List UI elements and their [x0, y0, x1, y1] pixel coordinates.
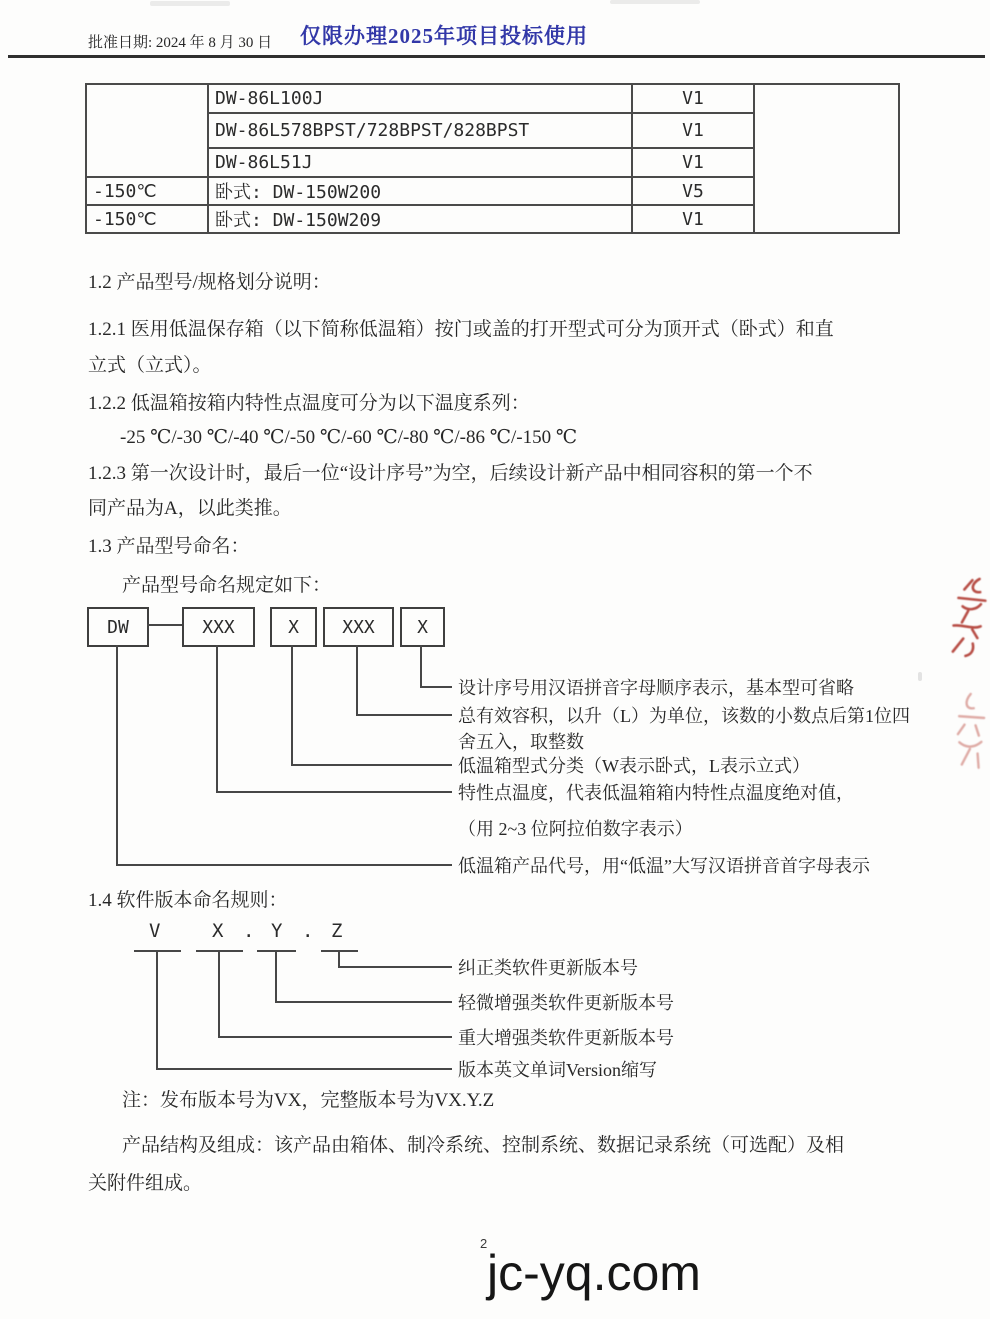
model-cell: DW-86L100J: [208, 84, 632, 113]
diagram-connector: [291, 764, 452, 766]
version-desc-version: 版本英文单词Version缩写: [458, 1060, 657, 1080]
empty-cell-merged: [754, 84, 899, 233]
section-1-3-heading: 1.3 产品型号命名：: [88, 536, 250, 557]
temp-cell: -150℃: [86, 177, 208, 205]
section-1-2-1-line2: 立式（立式）。: [88, 355, 212, 376]
diagram-connector: [420, 645, 422, 686]
diagram-connector: [356, 645, 358, 714]
diagram-connector: [420, 686, 452, 688]
version-token-dot1: .: [243, 920, 255, 942]
section-1-2-2-line: 1.2.2 低温箱按箱内特性点温度可分为以下温度系列：: [88, 393, 530, 414]
section-1-4-heading: 1.4 软件版本命名规则：: [88, 890, 288, 911]
model-desc-design-seq: 设计序号用汉语拼音字母顺序表示，基本型可省略: [458, 678, 854, 698]
section-1-3-sub: 产品型号命名规定如下：: [122, 575, 332, 596]
section-1-2-1-line1: 1.2.1 医用低温保存箱（以下简称低温箱）按门或盖的打开型式可分为顶开式（卧式）和直: [88, 319, 834, 340]
diagram-connector: [275, 1001, 452, 1003]
section-1-2-heading: 1.2 产品型号/规格划分说明：: [88, 272, 331, 293]
version-cell: V1: [632, 113, 754, 148]
diagram-connector: [216, 645, 218, 791]
model-desc-type-class: 低温箱型式分类（W表示卧式，L表示立式）: [458, 756, 810, 776]
table-row: [86, 84, 899, 113]
diagram-connector: [218, 950, 220, 1038]
diagram-connector: [216, 791, 452, 793]
site-watermark: jc-yq.com: [487, 1245, 701, 1301]
temp-cell-merged: [86, 84, 208, 177]
model-cell: 卧式: DW-150W200: [208, 177, 632, 205]
scan-artifact: [150, 1, 230, 6]
model-desc-volume-1: 总有效容积，以升（L）为单位，该数的小数点后第1位四: [458, 706, 910, 726]
model-box-xxx1: XXX: [182, 607, 255, 647]
diagram-connector: [116, 864, 452, 866]
diagram-connector: [116, 645, 118, 864]
section-1-2-3-line2: 同产品为A，以此类推。: [88, 498, 292, 519]
version-desc-patch: 纠正类软件更新版本号: [458, 958, 638, 978]
version-token-z: Z: [331, 920, 343, 942]
version-note: 注：发布版本号为VX，完整版本号为VX.Y.Z: [122, 1090, 495, 1111]
composition-line1: 产品结构及组成：该产品由箱体、制冷系统、控制系统、数据记录系统（可选配）及相: [122, 1135, 845, 1156]
scan-artifact: [610, 0, 700, 4]
page-number: 2: [480, 1236, 488, 1251]
version-token-x: X: [212, 920, 224, 942]
model-desc-volume-2: 舍五入，取整数: [458, 732, 584, 752]
model-desc-product-code: 低温箱产品代号，用“低温”大写汉语拼音首字母表示: [458, 856, 870, 876]
model-cell: DW-86L578BPST/728BPST/828BPST: [208, 113, 632, 148]
version-cell: V5: [632, 177, 754, 205]
model-cell: 卧式: DW-150W209: [208, 205, 632, 233]
model-box-x1: X: [270, 607, 317, 647]
model-desc-temp-point-1: 特性点温度，代表低温箱箱内特性点温度绝对值，: [458, 783, 854, 803]
diagram-connector: [218, 1036, 452, 1038]
model-desc-temp-point-2: （用 2~3 位阿拉伯数字表示）: [458, 819, 693, 839]
version-token-v: V: [149, 920, 161, 942]
diagram-connector: [156, 950, 158, 1070]
diagram-connector: [356, 714, 452, 716]
approval-date: 批准日期: 2024 年 8 月 30 日: [88, 35, 273, 51]
red-stamp-mark: [939, 574, 990, 671]
model-cell: DW-86L51J: [208, 148, 632, 177]
diagram-connector: [147, 624, 182, 626]
version-cell: V1: [632, 84, 754, 113]
version-desc-minor: 轻微增强类软件更新版本号: [458, 993, 674, 1013]
header-divider: [8, 55, 985, 58]
diagram-connector: [275, 950, 277, 1003]
red-stamp-mark: [945, 689, 990, 778]
version-cell: V1: [632, 148, 754, 177]
version-token-dot2: .: [302, 920, 314, 942]
scan-artifact: [918, 672, 922, 681]
composition-line2: 关附件组成。: [88, 1173, 203, 1194]
model-box-xxx2: XXX: [323, 607, 394, 647]
model-box-x2: X: [400, 607, 445, 647]
diagram-connector: [291, 645, 293, 764]
model-box-dw: DW: [87, 607, 149, 647]
version-desc-major: 重大增强类软件更新版本号: [458, 1028, 674, 1048]
diagram-connector: [156, 1068, 452, 1070]
model-version-table: [85, 83, 900, 234]
section-1-2-3-line1: 1.2.3 第一次设计时，最后一位“设计序号”为空，后续设计新产品中相同容积的第一个不: [88, 463, 813, 484]
temperature-series: -25 ℃/-30 ℃/-40 ℃/-50 ℃/-60 ℃/-80 ℃/-86 ℃/-150 ℃: [120, 427, 578, 448]
version-token-y: Y: [271, 920, 283, 942]
temp-cell: -150℃: [86, 205, 208, 233]
version-cell: V1: [632, 205, 754, 233]
diagram-connector: [338, 966, 452, 968]
bid-use-notice: 仅限办理2025年项目投标使用: [300, 24, 588, 48]
